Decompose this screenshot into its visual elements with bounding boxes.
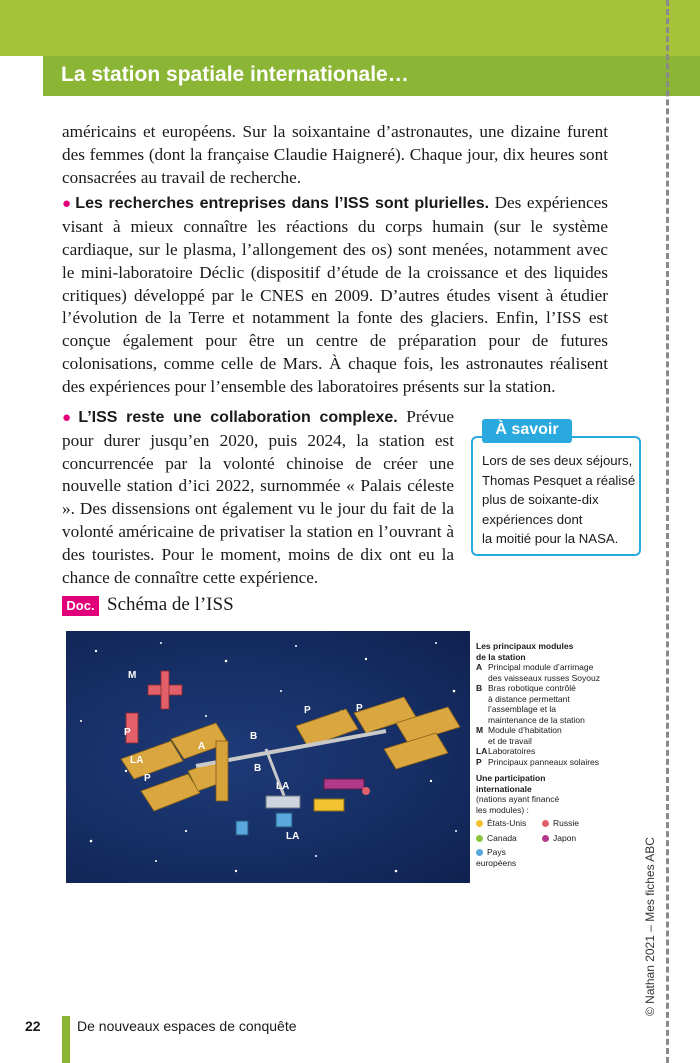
color-dot-icon bbox=[542, 820, 549, 827]
paragraph-2-lead: Les recherches entreprises dans l’ISS sont plurielles. bbox=[75, 195, 490, 213]
label-p-left-2: P bbox=[144, 773, 151, 784]
iss-illustration bbox=[66, 631, 470, 883]
section-title: La station spatiale internationale… bbox=[61, 63, 409, 86]
label-a: A bbox=[198, 741, 206, 752]
legend-module-a: A Principal module d’arrimage des vaisseaux russes Soyouz bbox=[476, 662, 600, 683]
paragraph-1: américains et européens. Sur la soixantaine d’astronautes, une dizaine furent des femmes (dont la française Claudie Haigneré). Chaque jour, dix heures sont consacrées au travail de recherche. bbox=[62, 122, 608, 187]
copyright-notice: © Nathan 2021 – Mes fiches ABC bbox=[643, 837, 657, 1016]
nation-list bbox=[476, 818, 641, 868]
color-dot-icon bbox=[476, 820, 483, 827]
participation-title: Une participation bbox=[476, 773, 546, 783]
iss-diagram-figure bbox=[62, 627, 645, 887]
a-savoir-tab bbox=[482, 419, 572, 443]
main-text bbox=[62, 121, 608, 402]
label-b-2: B bbox=[254, 763, 262, 774]
paragraph-2 bbox=[62, 192, 608, 398]
label-m: M bbox=[128, 670, 137, 681]
nation-item: Canada bbox=[476, 833, 542, 844]
paragraph-3-body: Prévue pour durer jusqu’en 2020, puis 2024, la station est concurrencée par la volonté chinoise de créer une nouvelle station d’ici 2022, surnommée « Palais céleste ». Des dissensions ont également vu le jour du fait de la volonté américaine de privatiser la station en l’ouvrant à des touristes. Pour le moment, moins de dix ont eu la chance de connaître cette expérience. bbox=[62, 407, 454, 587]
a-savoir-line: la moitié pour la NASA. bbox=[482, 531, 619, 546]
label-p-right: P bbox=[304, 705, 311, 716]
nation-item: Russie bbox=[542, 818, 612, 829]
nation-item: Pays européens bbox=[476, 847, 517, 868]
participation-note-2: les modules) : bbox=[476, 804, 529, 815]
legend-title: Les principaux modules bbox=[476, 641, 574, 651]
a-savoir-text bbox=[482, 451, 640, 549]
label-la: LA bbox=[130, 755, 144, 766]
participation-title-2: internationale bbox=[476, 783, 532, 794]
a-savoir-label: À savoir bbox=[495, 421, 559, 438]
nation-item: Japon bbox=[542, 833, 612, 844]
a-savoir-line: Lors de ses deux séjours, bbox=[482, 453, 633, 468]
label-la-3: LA bbox=[276, 781, 290, 792]
a-savoir-line: Thomas Pesquet a réalisé bbox=[482, 472, 636, 488]
top-color-band bbox=[0, 0, 700, 56]
iss-drawing bbox=[66, 631, 470, 883]
paragraph-2-body: Des expériences visant à mieux connaître les réactions du corps humain (sur le système cardiaque, sur le plasma, l’allongement des os) sont menées, notamment avec le mini-laboratoire Déclic (dispositif d’étude de la croissance et des liquides critiques) développé par le CNES en 2009. D’autres études visent à étudier l’évolution de la Terre et notamment la fonte des glaciers. Enfin, l’ISS est conçue également pour être un centre de préparation pour de futures colonisations, comme celle de Mars. À chaque fois, les astronautes réalisent des expériences pour l’ensemble des laboratoires présents sur la station. bbox=[62, 193, 608, 396]
doc-title: Schéma de l’ISS bbox=[107, 594, 234, 615]
bullet-icon: ● bbox=[62, 410, 76, 426]
nation-item: États-Unis bbox=[476, 818, 542, 829]
color-dot-icon bbox=[476, 835, 483, 842]
legend-module-la: LA Laboratoires bbox=[476, 746, 536, 756]
bullet-icon: ● bbox=[62, 196, 73, 213]
legend-module-b: B Bras robotique contrôlé à distance permettant l’assemblage et la maintenance de la station bbox=[476, 683, 585, 725]
paragraph-3-lead: L’ISS reste une collaboration complexe. bbox=[78, 409, 398, 426]
legend-module-m: M Module d’habitation et de travail bbox=[476, 725, 562, 746]
cut-line-divider bbox=[666, 0, 669, 1063]
chapter-title: De nouveaux espaces de conquête bbox=[77, 1018, 297, 1034]
section-title-bar bbox=[43, 56, 700, 96]
page-number: 22 bbox=[25, 1018, 41, 1034]
paragraph-3 bbox=[62, 406, 454, 589]
label-p-right-2: P bbox=[356, 703, 363, 714]
label-p-left: P bbox=[124, 727, 131, 738]
footer-accent-bar bbox=[62, 1016, 70, 1063]
a-savoir-line: plus de soixante-dix bbox=[482, 492, 599, 507]
legend-module-p: P Principaux panneaux solaires bbox=[476, 756, 600, 767]
color-dot-icon bbox=[476, 849, 483, 856]
a-savoir-line: expériences dont bbox=[482, 511, 583, 527]
diagram-legend bbox=[476, 641, 641, 868]
legend-title-2: de la station bbox=[476, 651, 526, 662]
label-la-2: LA bbox=[286, 831, 300, 842]
label-b: B bbox=[250, 731, 258, 742]
color-dot-icon bbox=[542, 835, 549, 842]
doc-tag: Doc. bbox=[62, 596, 99, 616]
participation-note: (nations ayant financé bbox=[476, 794, 560, 804]
